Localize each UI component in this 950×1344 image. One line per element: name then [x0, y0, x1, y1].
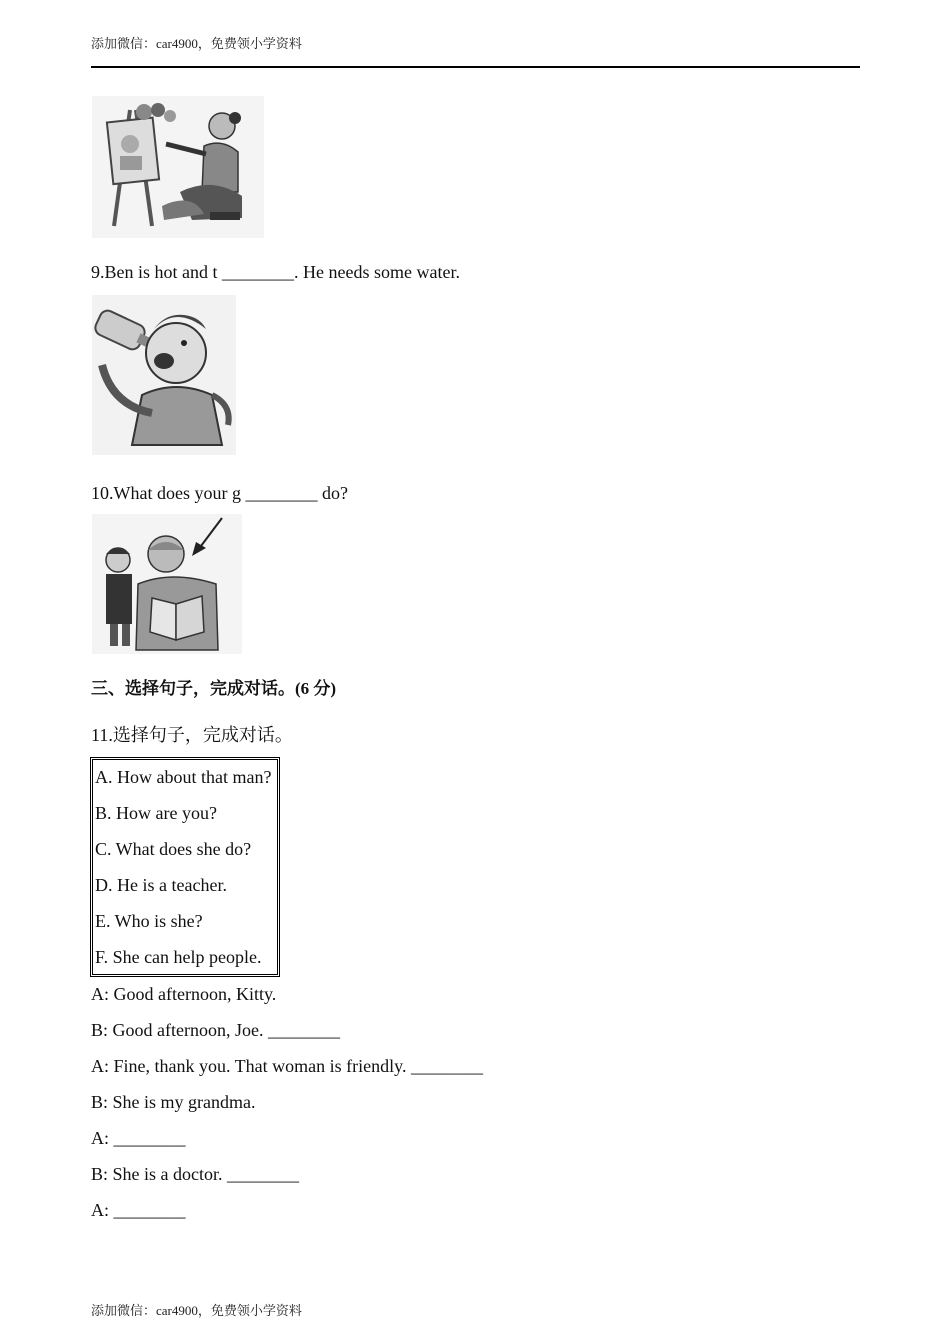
- option-d: D. He is a teacher.: [95, 875, 227, 895]
- section-3-title: 三、选择句子，完成对话。(6 分): [91, 679, 337, 698]
- dialogue-line-1: A: Good afternoon, Kitty.: [91, 984, 277, 1004]
- option-b: B. How are you?: [95, 803, 217, 823]
- page-footer-note: 添加微信：car4900，免费领小学资料: [91, 1303, 302, 1318]
- painter-picture: [92, 96, 264, 238]
- option-c: C. What does she do?: [95, 839, 252, 859]
- dialogue-line-2: B: Good afternoon, Joe. ________: [91, 1020, 340, 1040]
- option-a: A. How about that man?: [95, 767, 272, 787]
- question-11: 11.选择句子，完成对话。: [91, 725, 293, 745]
- grandpa-reading-picture: [92, 514, 242, 654]
- page-header-note: 添加微信：car4900，免费领小学资料: [91, 36, 302, 51]
- header-divider: [91, 66, 860, 68]
- dialogue-line-5: A: ________: [91, 1128, 186, 1148]
- question-10: 10.What does your g ________ do?: [91, 483, 348, 503]
- sentence-options-box: [90, 757, 280, 977]
- dialogue-line-3: A: Fine, thank you. That woman is friendly. ________: [91, 1056, 483, 1076]
- dialogue-line-4: B: She is my grandma.: [91, 1092, 256, 1112]
- dialogue-line-7: A: ________: [91, 1200, 186, 1220]
- option-f: F. She can help people.: [95, 947, 262, 967]
- option-e: E. Who is she?: [95, 911, 203, 931]
- question-9: 9.Ben is hot and t ________. He needs some water.: [91, 262, 460, 282]
- boy-drinking-picture: [92, 295, 236, 455]
- dialogue-line-6: B: She is a doctor. ________: [91, 1164, 299, 1184]
